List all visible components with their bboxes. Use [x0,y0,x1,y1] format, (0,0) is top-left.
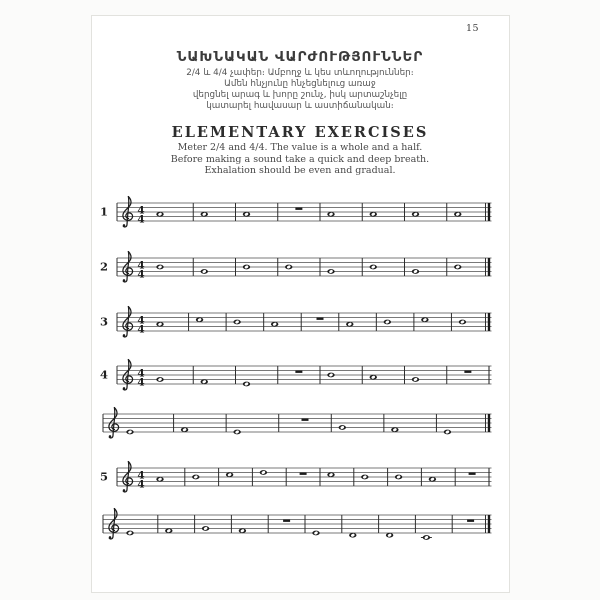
whole-rest [295,208,302,210]
exercise-number: 2 [99,259,108,274]
armenian-subtitle-line: կատարել հավասար և աստիճանական։ [206,101,394,111]
english-subtitle-line: Before making a sound take a quick and deep breath. [170,153,430,165]
whole-rest [464,371,471,373]
whole-rest [283,520,290,522]
exercise-number: 4 [99,367,108,382]
whole-rest [295,371,302,373]
treble-clef-icon [123,334,126,337]
armenian-subtitle-line: Ամեն հնչյունը հնչեցնելուց առաջ [224,79,376,89]
treble-clef-icon [123,489,126,492]
treble-clef-icon [123,387,126,390]
treble-clef-icon [123,224,126,227]
time-signature-digit: 4 [137,204,145,217]
treble-clef-icon [109,435,112,438]
exercise-number: 5 [99,469,108,484]
final-barline [488,258,490,276]
staff-system-1 [100,197,492,227]
staff-system-2 [100,252,492,282]
english-subtitle-line: Meter 2/4 and 4/4. The value is a whole and a half. [177,142,423,153]
treble-clef-icon [123,279,126,282]
staff-system-4 [100,360,492,390]
whole-rest [467,520,474,522]
staff-system-6 [100,462,492,492]
treble-clef-icon [109,536,112,539]
final-barline [488,203,490,221]
armenian-subtitle-line: վերցնել արագ և խորը շունչ, իսկ արտաշնչելը [192,90,408,100]
time-signature-digit: 4 [137,323,145,336]
time-signature-digit: 4 [137,469,145,482]
time-signature-digit: 4 [137,259,145,272]
staff-system-7 [103,509,492,540]
whole-rest [317,318,324,320]
staff-system-5 [103,408,492,438]
page-number: 15 [466,23,480,34]
final-barline [488,414,490,432]
time-signature-digit: 4 [137,213,145,226]
time-signature-digit: 4 [137,367,145,380]
whole-rest [300,473,307,475]
time-signature-digit: 4 [137,376,145,389]
final-barline [488,515,490,533]
time-signature-digit: 4 [137,314,145,327]
exercise-number: 3 [99,314,108,329]
time-signature-digit: 4 [137,478,145,491]
armenian-title: ՆԱԽՆԱԿԱՆ ՎԱՐԺՈՒԹՅՈՒՆՆԵՐ [176,49,424,65]
time-signature-digit: 4 [137,268,145,281]
staff-system-3 [100,307,492,337]
final-barline [488,313,490,331]
english-subtitle-line: Exhalation should be even and gradual. [204,165,396,176]
whole-rest [302,419,309,421]
exercise-number: 1 [99,204,108,219]
armenian-subtitle-line: 2/4 և 4/4 չափեր։ Ամբողջ և կես տևողություններ։ [186,68,414,78]
whole-rest [469,473,476,475]
english-title: ELEMENTARY EXERCISES [171,124,429,141]
